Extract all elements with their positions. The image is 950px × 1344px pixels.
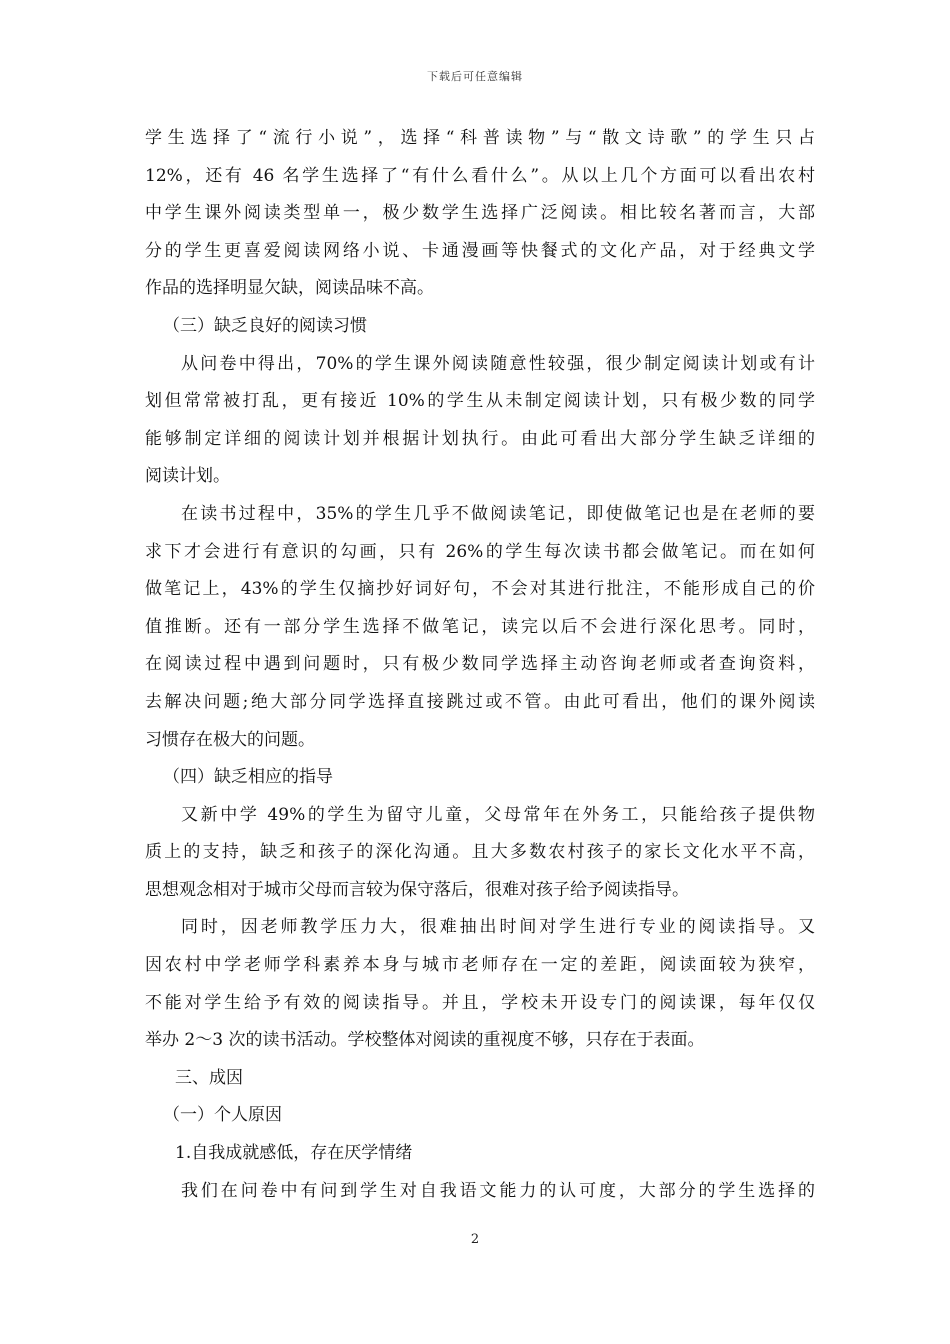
section-heading: （四）缺乏相应的指导 [163, 767, 333, 788]
body-line: 去解决问题;绝大部分同学选择直接跳过或不管。由此可看出，他们的课外阅读 [145, 691, 815, 712]
body-line: 同时，因老师教学压力大，很难抽出时间对学生进行专业的阅读指导。又 [181, 917, 815, 938]
page-number: 2 [470, 1232, 480, 1247]
body-line: 思想观念相对于城市父母而言较为保守落后，很难对孩子给予阅读指导。 [145, 879, 689, 900]
section-heading: （三）缺乏良好的阅读习惯 [163, 315, 367, 336]
body-line: 因农村中学老师学科素养本身与城市老师存在一定的差距，阅读面较为狭窄， [145, 955, 815, 976]
body-line: 举办 2～3 次的读书活动。学校整体对阅读的重视度不够，只存在于表面。 [145, 1030, 705, 1051]
body-line: 不能对学生给予有效的阅读指导。并且，学校未开设专门的阅读课，每年仅仅 [145, 992, 815, 1013]
subsection-heading: 1.自我成就感低，存在厌学情绪 [175, 1143, 413, 1164]
body-line: 阅读计划。 [145, 466, 230, 487]
body-line: 从问卷中得出，70%的学生课外阅读随意性较强，很少制定阅读计划或有计 [181, 353, 815, 374]
body-line: 能够制定详细的阅读计划并根据计划执行。由此可看出大部分学生缺乏详细的 [145, 428, 815, 449]
body-line: 习惯存在极大的问题。 [145, 729, 315, 750]
body-line: 分的学生更喜爱阅读网络小说、卡通漫画等快餐式的文化产品，对于经典文学 [145, 240, 815, 261]
body-line: 又新中学 49%的学生为留守儿童，父母常年在外务工，只能给孩子提供物 [181, 804, 815, 825]
body-line: 作品的选择明显欠缺，阅读品味不高。 [145, 278, 434, 299]
body-line: 我们在问卷中有问到学生对自我语文能力的认可度，大部分的学生选择的 [181, 1180, 815, 1201]
section-heading: 三、成因 [175, 1067, 243, 1088]
page-header: 下载后可任意编辑 [427, 70, 523, 83]
body-line: 划但常常被打乱，更有接近 10%的学生从未制定阅读计划，只有极少数的同学 [145, 391, 815, 412]
body-line: 12%，还有 46 名学生选择了“有什么看什么”。从以上几个方面可以看出农村 [145, 165, 815, 186]
body-line: 值推断。还有一部分学生选择不做笔记，读完以后不会进行深化思考。同时， [145, 616, 815, 637]
body-line: 质上的支持，缺乏和孩子的深化沟通。且大多数农村孩子的家长文化水平不高， [145, 842, 815, 863]
document-body [145, 120, 815, 1210]
body-line: 学生选择了“流行小说”，选择“科普读物”与“散文诗歌”的学生只占 [145, 128, 815, 148]
body-line: 在阅读过程中遇到问题时，只有极少数同学选择主动咨询老师或者查询资料， [145, 654, 815, 675]
body-line: 做笔记上，43%的学生仅摘抄好词好句，不会对其进行批注，不能形成自己的价 [145, 579, 815, 600]
body-line: 求下才会进行有意识的勾画，只有 26%的学生每次读书都会做笔记。而在如何 [145, 541, 815, 562]
section-heading: （一）个人原因 [163, 1105, 282, 1126]
body-line: 在读书过程中，35%的学生几乎不做阅读笔记，即使做笔记也是在老师的要 [181, 503, 815, 524]
body-line: 中学生课外阅读类型单一，极少数学生选择广泛阅读。相比较名著而言，大部 [145, 203, 815, 224]
